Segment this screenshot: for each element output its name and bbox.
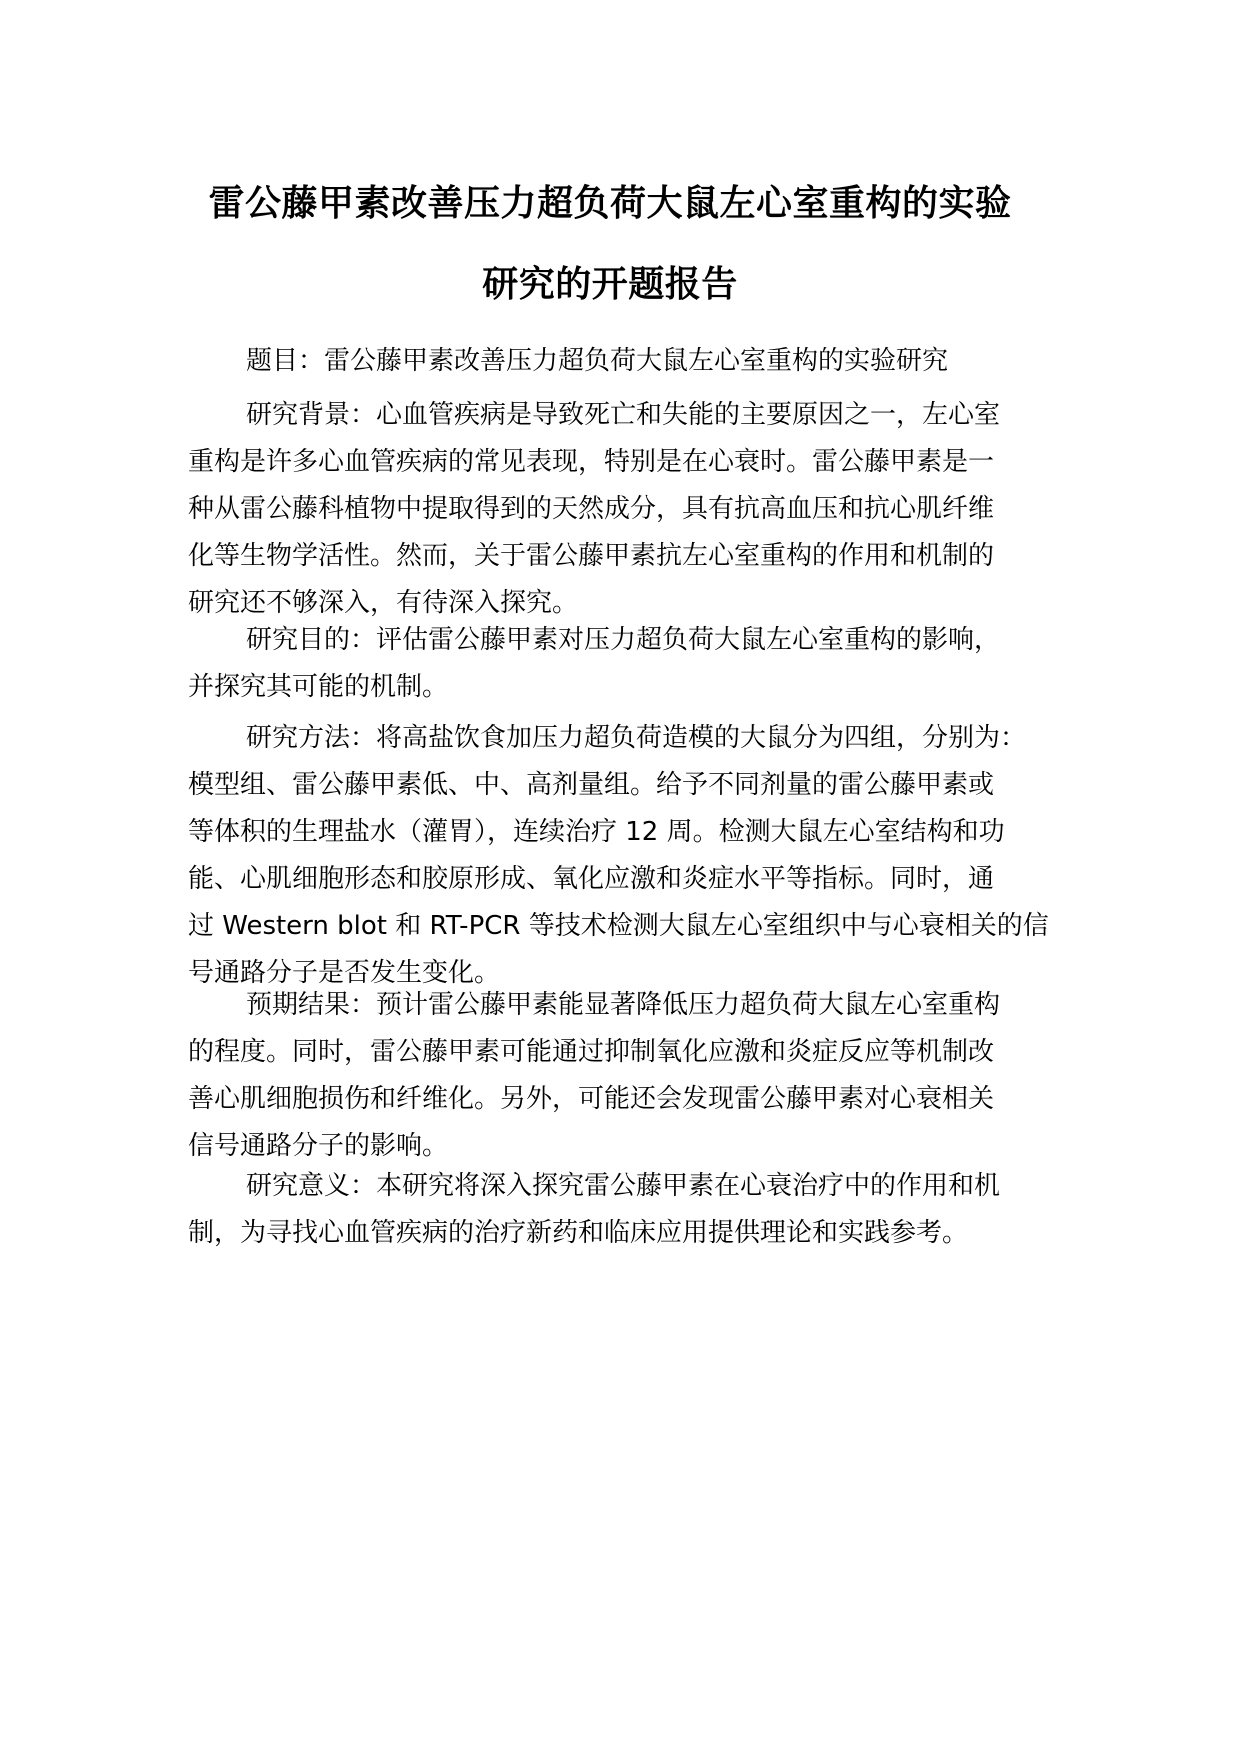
paragraph-background (188, 392, 1088, 627)
paragraph-topic (188, 338, 1088, 385)
document-title-line-2: 研究的开题报告 (482, 264, 738, 305)
text-line: 研究方法：将高盐饮食加压力超负荷造模的大鼠分为四组，分别为： (246, 723, 1027, 753)
text-line: 信号通路分子的影响。 (188, 1131, 449, 1161)
paragraph-expected-results (188, 982, 1088, 1170)
text-line: 能、心肌细胞形态和胶原形成、氧化应激和炎症水平等指标。同时，通 (188, 864, 995, 894)
text-line: 种从雷公藤科植物中提取得到的天然成分，具有抗高血压和抗心肌纤维 (188, 494, 995, 524)
paragraph-objective (188, 617, 1088, 711)
paragraph-methods (188, 715, 1088, 997)
text-line: 研究背景：心血管疾病是导致死亡和失能的主要原因之一，左心室 (246, 400, 1001, 430)
document-title-line-1: 雷公藤甲素改善压力超负荷大鼠左心室重构的实验 (208, 183, 1012, 224)
paragraph-significance (188, 1163, 1088, 1257)
text-line: 等体积的生理盐水（灌胃），连续治疗 12 周。检测大鼠左心室结构和功 (188, 817, 1005, 847)
text-line: 号通路分子是否发生变化。 (188, 958, 501, 988)
text-line: 预期结果：预计雷公藤甲素能显著降低压力超负荷大鼠左心室重构 (246, 990, 1001, 1020)
text-line: 模型组、雷公藤甲素低、中、高剂量组。给予不同剂量的雷公藤甲素或 (188, 770, 995, 800)
text-line: 过 Western blot 和 RT-PCR 等技术检测大鼠左心室组织中与心衰相关的信 (188, 911, 1049, 941)
text-line: 研究意义：本研究将深入探究雷公藤甲素在心衰治疗中的作用和机 (246, 1171, 1001, 1201)
text-line: 重构是许多心血管疾病的常见表现，特别是在心衰时。雷公藤甲素是一 (188, 447, 995, 477)
text-line: 的程度。同时，雷公藤甲素可能通过抑制氧化应激和炎症反应等机制改 (188, 1037, 995, 1067)
text-line: 并探究其可能的机制。 (188, 672, 449, 702)
text-line: 善心肌细胞损伤和纤维化。另外，可能还会发现雷公藤甲素对心衰相关 (188, 1084, 995, 1114)
text-line: 化等生物学活性。然而，关于雷公藤甲素抗左心室重构的作用和机制的 (188, 541, 995, 571)
text-line: 研究还不够深入，有待深入探究。 (188, 588, 579, 618)
text-line: 题目：雷公藤甲素改善压力超负荷大鼠左心室重构的实验研究 (246, 346, 949, 376)
text-line: 研究目的：评估雷公藤甲素对压力超负荷大鼠左心室重构的影响， (246, 625, 1001, 655)
text-line: 制，为寻找心血管疾病的治疗新药和临床应用提供理论和实践参考。 (188, 1218, 969, 1248)
